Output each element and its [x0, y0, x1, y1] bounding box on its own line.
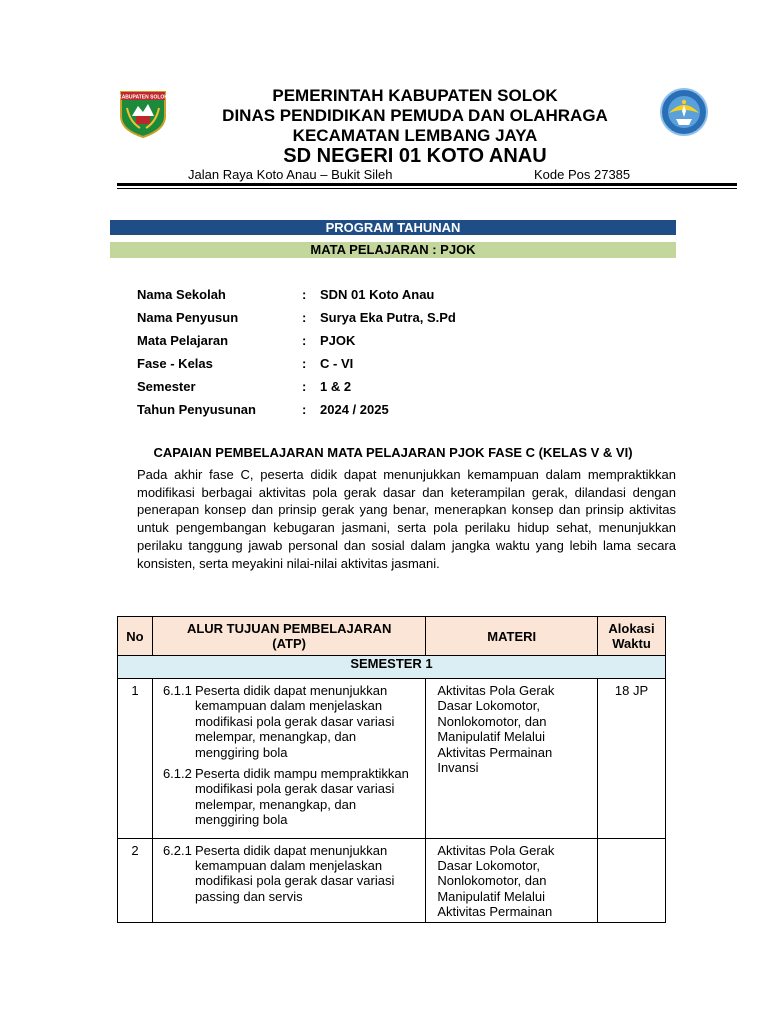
- header-address: Jalan Raya Koto Anau – Bukit Sileh: [188, 167, 393, 182]
- header-postcode: Kode Pos 27385: [534, 167, 631, 182]
- header-divider-thin: [117, 188, 737, 189]
- row-no: 1: [118, 679, 153, 839]
- header-atp: [152, 617, 425, 656]
- emblem-text: KABUPATEN SOLOK: [118, 94, 168, 101]
- atp-item: [163, 843, 419, 905]
- info-label: Mata Pelajaran: [137, 333, 229, 348]
- header-divider: [117, 183, 737, 186]
- atp-item: [163, 766, 419, 828]
- atp-text: Peserta didik dapat menunjukkan kemampuan dalam menjelaskan modifikasi pola gerak dasar variasi passing dan servis: [194, 842, 395, 904]
- header-materi: MATERI: [426, 617, 598, 656]
- table-row: [118, 838, 666, 922]
- atp-item: [163, 683, 419, 760]
- header-no: No: [118, 617, 153, 656]
- row-alokasi: 18 JP: [598, 679, 666, 839]
- capaian-body: Pada akhir fase C, peserta didik dapat menunjukkan kemampuan dalam mempraktikkan modifikasi berbagai aktivitas pola gerak dasar dan keterampilan gerak, dilandasi dengan penerapan konsep dan prinsip gerak yang benar, menerapkan konsep dan prinsip aktivitas untuk pengembangan kebugaran jasmani, serta pola perilaku hidup sehat, menunjukkan perilaku tanggung jawab personal dan sosial dalam jangka waktu yang lebih lama secara konsisten, serta meyakini nilai-nilai aktivitas jasmani.: [137, 467, 676, 571]
- info-row-author: Nama Penyusun : Surya Eka Putra, S.Pd: [137, 308, 456, 331]
- info-label: Nama Penyusun: [137, 310, 239, 325]
- row-atp: [152, 679, 425, 839]
- info-value: 2024 / 2025: [320, 402, 389, 417]
- header-alokasi-line2: Waktu: [612, 636, 651, 651]
- header-department: DINAS PENDIDIKAN PEMUDA DAN OLAHRAGA: [222, 106, 608, 125]
- program-title-band: PROGRAM TAHUNAN: [110, 220, 676, 235]
- header-atp-line2: (ATP): [272, 636, 306, 651]
- subject-title-band: MATA PELAJARAN : PJOK: [110, 242, 676, 258]
- info-value: C - VI: [320, 356, 354, 371]
- row-no: 2: [118, 838, 153, 922]
- info-label: Nama Sekolah: [137, 287, 226, 302]
- row-materi: Aktivitas Pola Gerak Dasar Lokomotor, Nonlokomotor, dan Manipulatif Melalui Aktivitas Permainan Invansi: [426, 679, 598, 839]
- table-row: [118, 679, 666, 839]
- info-value: Surya Eka Putra, S.Pd: [320, 310, 456, 325]
- identity-info: [137, 285, 456, 423]
- atp-text: Peserta didik mampu mempraktikkan modifikasi pola gerak dasar variasi melempar, menangkap, dan menggiring bola: [194, 766, 409, 828]
- atp-number: 6.1.2: [162, 766, 192, 782]
- atp-number: 6.2.1: [162, 842, 192, 858]
- atp-table: [117, 616, 666, 923]
- info-label: Tahun Penyusunan: [137, 402, 256, 417]
- semester-label: SEMESTER 1: [118, 656, 666, 679]
- info-label: Semester: [137, 379, 196, 394]
- info-label: Fase - Kelas: [137, 356, 213, 371]
- header-alokasi-line1: Alokasi: [608, 621, 655, 636]
- info-value: PJOK: [320, 333, 356, 348]
- header-district: KECAMATAN LEMBANG JAYA: [292, 126, 538, 145]
- info-value: SDN 01 Koto Anau: [320, 287, 435, 302]
- info-row-subject: Mata Pelajaran : PJOK: [137, 331, 456, 354]
- info-row-phase: Fase - Kelas : C - VI: [137, 354, 456, 377]
- info-row-semester: Semester : 1 & 2: [137, 377, 456, 400]
- row-materi: Aktivitas Pola Gerak Dasar Lokomotor, Nonlokomotor, dan Manipulatif Melalui Aktivitas Permainan: [426, 838, 598, 922]
- header-alokasi: [598, 617, 666, 656]
- info-row-year: Tahun Penyusunan : 2024 / 2025: [137, 400, 456, 423]
- semester-row: [118, 656, 666, 679]
- table-header-row: [118, 617, 666, 656]
- capaian-title: CAPAIAN PEMBELAJARAN MATA PELAJARAN PJOK FASE C (KELAS V & VI): [153, 445, 633, 460]
- atp-number: 6.1.1: [162, 683, 192, 698]
- header-atp-line1: ALUR TUJUAN PEMBELAJARAN: [186, 621, 392, 636]
- info-value: 1 & 2: [320, 379, 352, 394]
- header-school-name: SD NEGERI 01 KOTO ANAU: [283, 145, 547, 167]
- row-atp: [152, 838, 425, 922]
- atp-text: Peserta didik dapat menunjukkan kemampuan dalam menjelaskan modifikasi pola gerak dasar variasi melempar, menangkap, dan menggiring bola: [194, 683, 395, 760]
- header-government: PEMERINTAH KABUPATEN SOLOK: [272, 86, 558, 105]
- row-alokasi: [598, 838, 666, 922]
- info-row-school: Nama Sekolah : SDN 01 Koto Anau: [137, 285, 456, 308]
